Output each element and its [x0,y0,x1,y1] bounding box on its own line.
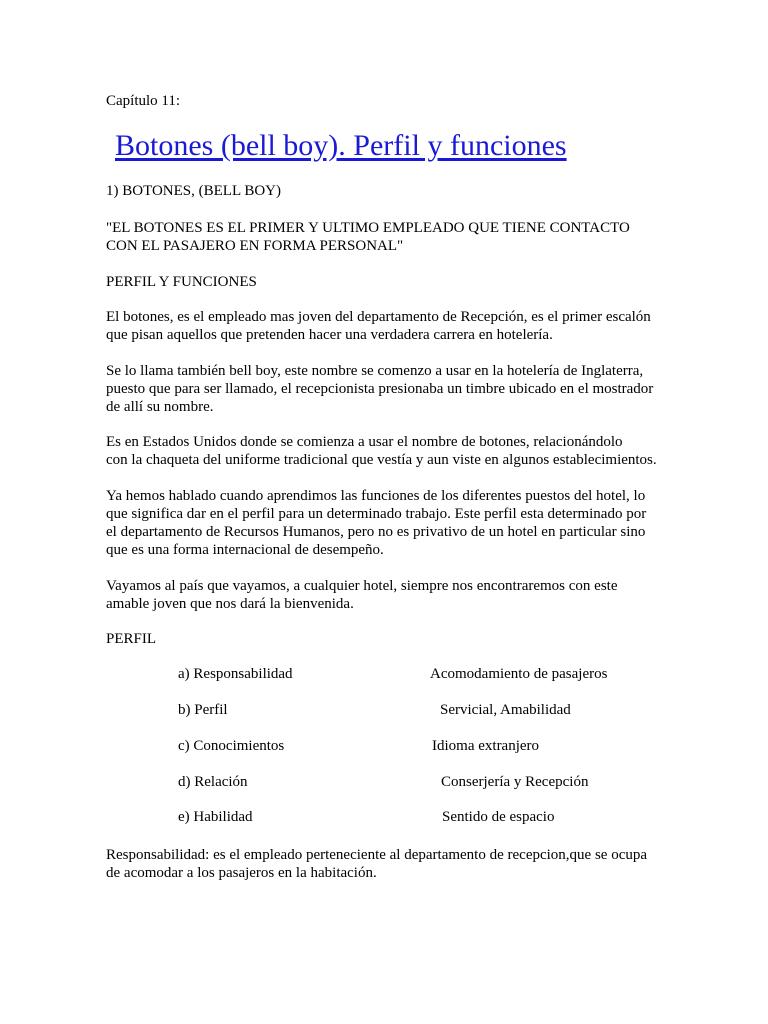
paragraph-4-line-1: Ya hemos hablado cuando aprendimos las funciones de los diferentes puestos del hotel, lo [106,488,646,504]
quote-line-1: "EL BOTONES ES EL PRIMER Y ULTIMO EMPLEADO QUE TIENE CONTACTO [106,220,630,236]
perfil-row-label: e) Habilidad [178,809,253,825]
perfil-row-label: b) Perfil [178,702,228,718]
paragraph-2-line-1: Se lo llama también bell boy, este nombre se comenzo a usar en la hotelería de Inglaterra, [106,363,644,379]
chapter-label: Capítulo 11: [106,93,181,109]
section-heading-botones: 1) BOTONES, (BELL BOY) [106,183,281,199]
paragraph-5-line-1: Vayamos al país que vayamos, a cualquier hotel, siempre nos encontraremos con este [106,578,618,594]
perfil-row-value: Sentido de espacio [442,809,555,825]
perfil-row-value: Servicial, Amabilidad [440,702,571,718]
section-heading-perfil-funciones: PERFIL Y FUNCIONES [106,274,257,290]
paragraph-3-line-2: con la chaqueta del uniforme tradicional que vestía y aun viste en algunos establecimientos. [106,452,657,468]
final-paragraph-line-1: Responsabilidad: es el empleado perteneciente al departamento de recepcion,que se ocupa [106,847,648,863]
paragraph-5-line-2: amable joven que nos dará la bienvenida. [106,596,354,612]
perfil-row-value: Acomodamiento de pasajeros [430,666,608,682]
quote-line-2: CON EL PASAJERO EN FORMA PERSONAL" [106,238,404,254]
section-heading-perfil: PERFIL [106,631,157,647]
perfil-row-label: c) Conocimientos [178,738,285,754]
paragraph-2-line-2: puesto que para ser llamado, el recepcionista presionaba un timbre ubicado en el mostrador [106,381,654,397]
perfil-row-label: a) Responsabilidad [178,666,293,682]
final-paragraph-line-2: de acomodar a los pasajeros en la habitación. [106,865,377,881]
paragraph-4-line-3: el departamento de Recursos Humanos, pero no es privativo de un hotel en particular sino [106,524,646,540]
perfil-row-value: Conserjería y Recepción [441,774,589,790]
page-title: Botones (bell boy). Perfil y funciones [115,129,567,162]
paragraph-4-line-2: que significa dar en el perfil para un determinado trabajo. Este perfil esta determinado por [106,506,647,522]
paragraph-1-line-1: El botones, es el empleado mas joven del departamento de Recepción, es el primer escalón [106,309,651,325]
paragraph-3-line-1: Es en Estados Unidos donde se comienza a usar el nombre de botones, relacionándolo [106,434,623,450]
paragraph-4-line-4: que es una forma internacional de desempeño. [106,542,384,558]
paragraph-2-line-3: de allí su nombre. [106,399,214,415]
perfil-row-value: Idioma extranjero [432,738,540,754]
perfil-row-label: d) Relación [178,774,248,790]
paragraph-1-line-2: que pisan aquellos que pretenden hacer una verdadera carrera en hotelería. [106,327,553,343]
